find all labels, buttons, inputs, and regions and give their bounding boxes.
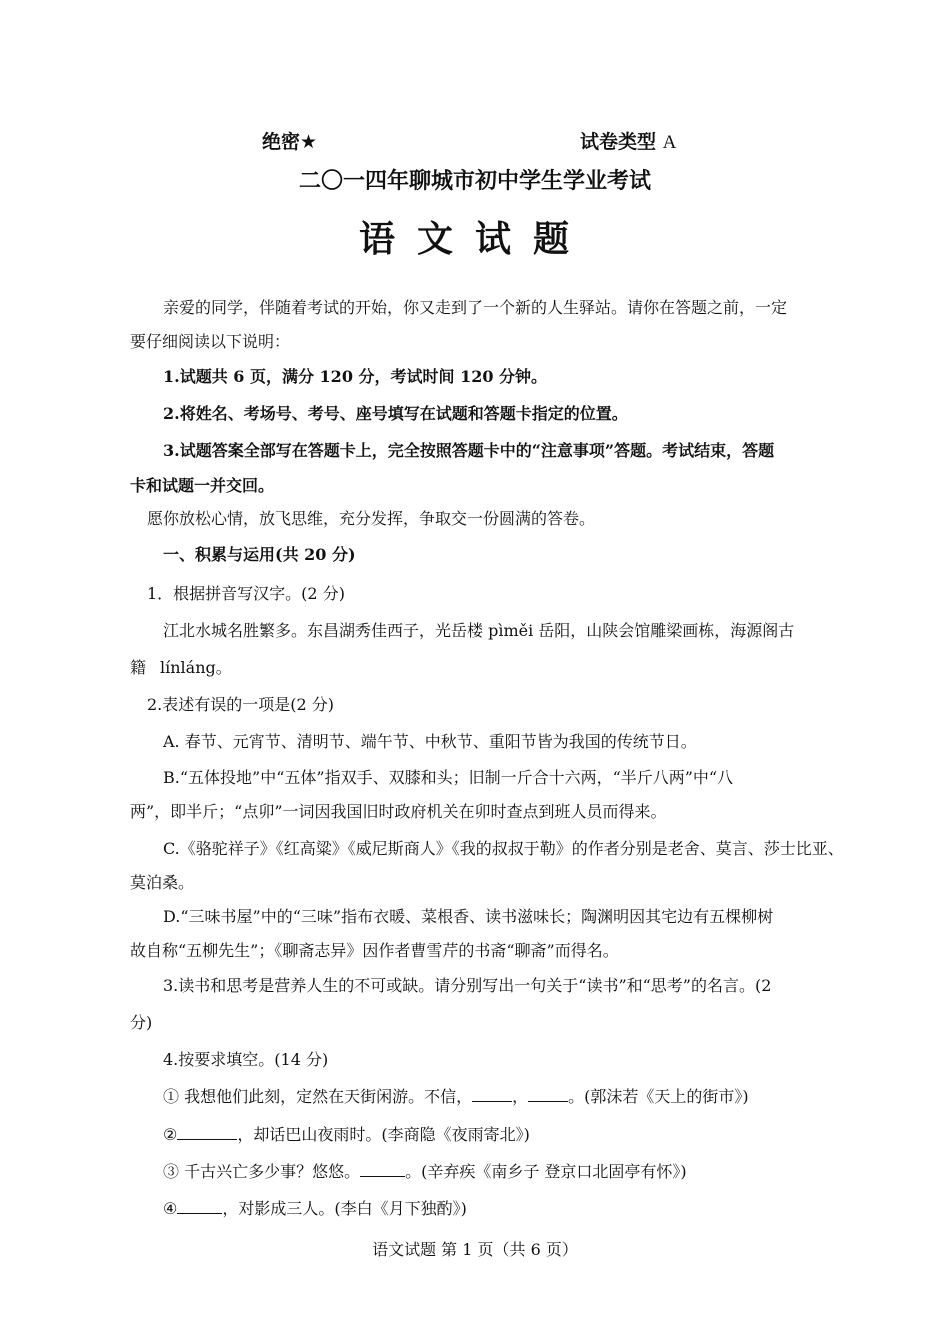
q4-item-1: [163, 1086, 749, 1108]
q4-item-2-number: ②: [163, 1125, 178, 1144]
q4-stem: 4.按要求填空。(14 分): [163, 1050, 329, 1069]
paper-type-label: 试卷类型: [580, 131, 657, 153]
q2-option-d-line-1: D.“三味书屋”中的“三味”指布衣暖、菜根香、读书滋味长；陶渊明因其宅边有五棵柳树: [163, 907, 774, 926]
q2-option-d-line-2: 故自称“五柳先生”；《聊斋志异》因作者曹雪芹的书斋“聊斋”而得名。: [130, 941, 619, 960]
subject-title: 语文试题: [358, 219, 591, 260]
q1-text-line-2: [130, 657, 232, 679]
q4-item-3-suffix: 。(辛弃疾《南乡子 登京口北固亭有怀》): [405, 1162, 687, 1181]
paper-type-letter: A: [662, 132, 677, 153]
q4-item-1-blank-2[interactable]: [528, 1087, 568, 1102]
rule-2: 2.将姓名、考场号、考号、座号填写在试题和答题卡指定的位置。: [163, 404, 628, 423]
q4-item-1-prefix: ① 我想他们此刻，定然在天街闲游。不信，: [163, 1087, 473, 1106]
q3-line-2: 分): [130, 1013, 153, 1032]
intro-line-1: 亲爱的同学，伴随着考试的开始，你又走到了一个新的人生驿站。请你在答题之前，一定: [163, 298, 788, 317]
rule-3-line-2: 卡和试题一并交回。: [130, 476, 275, 495]
q1-stem: 1．根据拼音写汉字。(2 分): [147, 584, 345, 603]
q4-item-3-blank[interactable]: [360, 1162, 405, 1177]
wish-line: 愿你放松心情，放飞思维，充分发挥，争取交一份圆满的答卷。: [147, 509, 596, 528]
section-1-title: 一、积累与运用(共 20 分): [163, 545, 356, 564]
q4-item-4: [163, 1198, 467, 1220]
q4-item-2-suffix: ，却话巴山夜雨时。(李商隐《夜雨寄北》): [237, 1125, 530, 1144]
q2-option-c-line-1: C.《骆驼祥子》《红高粱》《威尼斯商人》《我的叔叔于勒》的作者分别是老舍、莫言、莎士比亚、: [163, 839, 844, 858]
q4-item-4-number: ④: [163, 1199, 178, 1218]
confidential-mark: 绝密★: [262, 131, 318, 153]
q3-line-1: 3.读书和思考是营养人生的不可或缺。请分别写出一句关于“读书”和“思考”的名言。(2: [163, 976, 772, 995]
q4-item-1-blank-1[interactable]: [472, 1087, 512, 1102]
intro-line-2: 要仔细阅读以下说明：: [130, 332, 291, 351]
q4-item-4-blank[interactable]: [177, 1199, 222, 1214]
q2-option-a: A. 春节、元宵节、清明节、端午节、中秋节、重阳节皆为我国的传统节日。: [163, 732, 697, 751]
q1-text-char: 籍: [130, 658, 147, 677]
q4-item-3-prefix: ③ 千古兴亡多少事？悠悠。: [163, 1162, 361, 1181]
q4-item-1-sep: ，: [512, 1087, 529, 1106]
q4-item-1-suffix: 。(郭沫若《天上的街市》): [568, 1087, 749, 1106]
q2-option-b-line-1: B.“五体投地”中“五体”指双手、双膝和头；旧制一斤合十六两，“半斤八两”中“八: [163, 768, 734, 787]
q4-item-3: [163, 1161, 687, 1183]
q1-text-line-1: 江北水城名胜繁多。东昌湖秀佳西子，光岳楼 pìměi 岳阳，山陕会馆雕梁画栋，海源阁古: [163, 621, 795, 640]
page-footer: 语文试题 第 1 页（共 6 页）: [372, 1240, 578, 1259]
q4-item-2-blank[interactable]: [177, 1125, 237, 1140]
q2-option-b-line-2: 两”，即半斤；“点卯”一词因我国旧时政府机关在卯时查点到班人员而得来。: [130, 802, 667, 821]
q4-item-4-suffix: ，对影成三人。(李白《月下独酌》): [222, 1199, 467, 1218]
q2-option-c-line-2: 莫泊桑。: [130, 873, 195, 892]
q1-pinyin: línláng。: [160, 658, 232, 677]
rule-1: 1.试题共 6 页，满分 120 分，考试时间 120 分钟。: [163, 367, 548, 386]
paper-type: [580, 131, 676, 154]
q2-stem: 2.表述有误的一项是(2 分): [147, 695, 335, 714]
q4-item-2: [163, 1124, 530, 1146]
rule-3-line-1: 3.试题答案全部写在答题卡上，完全按照答题卡中的“注意事项”答题。考试结束，答题: [163, 441, 775, 460]
exam-title: 二〇一四年聊城市初中学生学业考试: [298, 169, 651, 194]
